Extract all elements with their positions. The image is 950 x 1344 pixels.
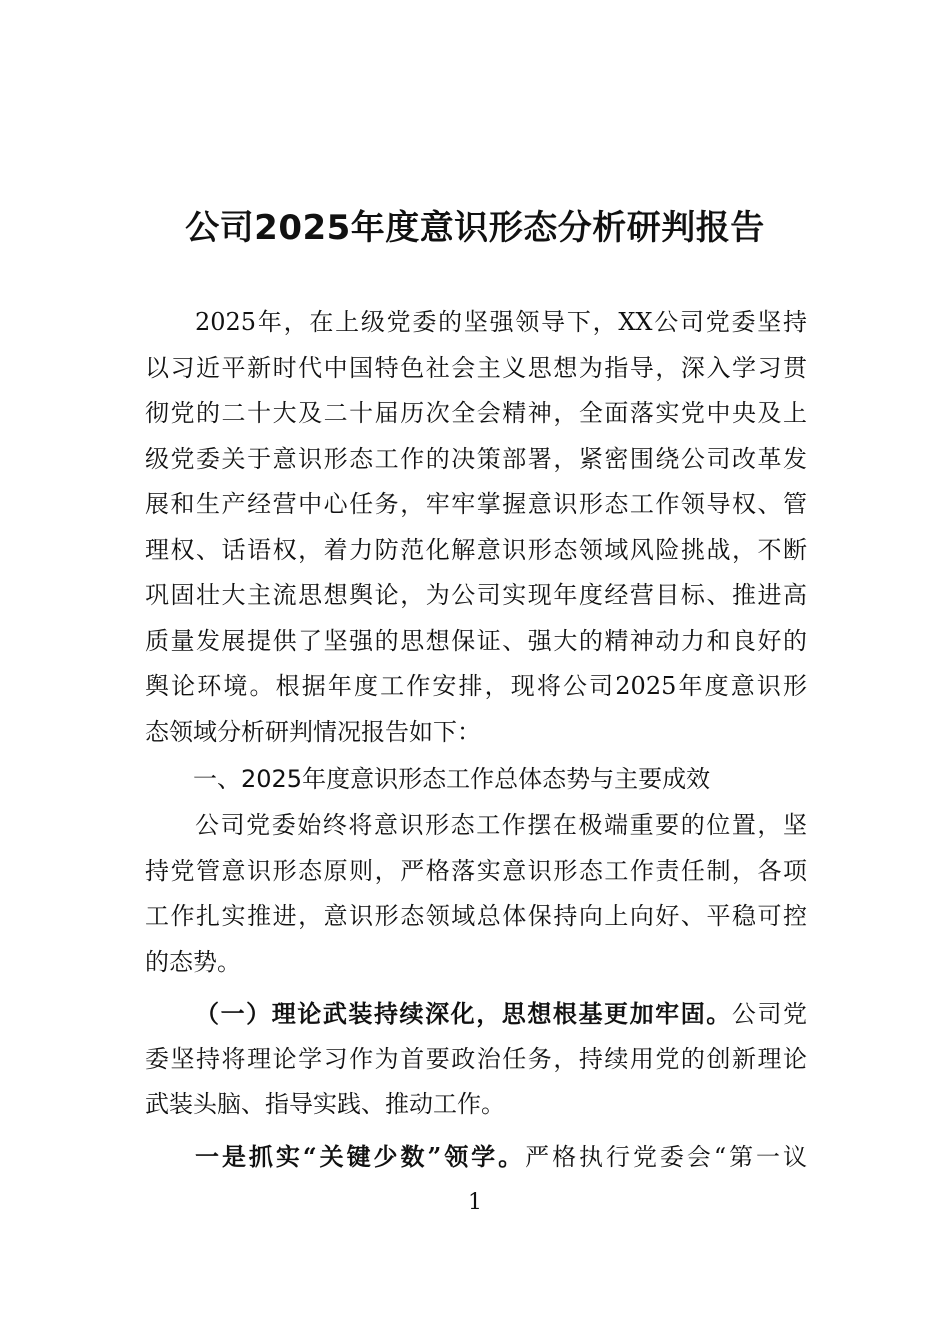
- paragraph-line: 2025年，在上级党委的坚强领导下，XX公司党委坚持: [195, 308, 807, 336]
- paragraph-line: 巩固壮大主流思想舆论，为公司实现年度经营目标、推进高: [145, 581, 807, 609]
- paragraph-line: [145, 991, 807, 1037]
- paragraph-line: 武装头脑、指导实践、推动工作。: [145, 1090, 505, 1118]
- item-lead: 一是抓实“关键少数”领学。: [195, 1141, 526, 1171]
- subsection1-paragraph: [145, 991, 807, 1128]
- paragraph-line: 理权、话语权，着力防范化解意识形态领域风险挑战，不断: [145, 535, 807, 564]
- section1-paragraph: [145, 803, 807, 985]
- item1-paragraph: [145, 1134, 807, 1180]
- item-text: 严格执行党委会“第一议: [525, 1142, 807, 1171]
- paragraph-line: 舆论环境。根据年度工作安排，现将公司2025年度意识形: [145, 672, 807, 700]
- paragraph-line: 公司党委始终将意识形态工作摆在极端重要的位置，坚: [195, 811, 807, 839]
- subsection-text: 公司党: [731, 1000, 807, 1028]
- paragraph-line: 质量发展提供了坚强的思想保证、强大的精神动力和良好的: [145, 626, 807, 655]
- paragraph-line: 持党管意识形态原则，严格落实意识形态工作责任制，各项: [145, 856, 807, 885]
- paragraph-line: 彻党的二十大及二十届历次全会精神，全面落实党中央及上: [145, 399, 807, 427]
- paragraph-line: 的态势。: [145, 947, 241, 976]
- section-heading: 一、2025年度意识形态工作总体态势与主要成效: [193, 765, 711, 793]
- paragraph-line: 工作扎实推进，意识形态领域总体保持向上向好、平稳可控: [145, 902, 807, 930]
- intro-paragraph: [145, 300, 807, 755]
- paragraph-line: 级党委关于意识形态工作的决策部署，紧密围绕公司改革发: [145, 444, 807, 473]
- paragraph-line: [145, 1134, 807, 1180]
- paragraph-line: 展和生产经营中心任务，牢牢掌握意识形态工作领导权、管: [145, 490, 807, 518]
- document-body: [145, 300, 807, 1179]
- page-number: 1: [468, 1190, 482, 1215]
- paragraph-line: 以习近平新时代中国特色社会主义思想为指导，深入学习贯: [145, 353, 807, 382]
- paragraph-line: 委坚持将理论学习作为首要政治任务，持续用党的创新理论: [145, 1044, 807, 1073]
- subsection-lead: （一）理论武装持续深化，思想根基更加牢固。: [195, 999, 732, 1028]
- paragraph-line: 态领域分析研判情况报告如下：: [145, 717, 481, 746]
- document-title: 公司2025年度意识形态分析研判报告: [185, 208, 765, 248]
